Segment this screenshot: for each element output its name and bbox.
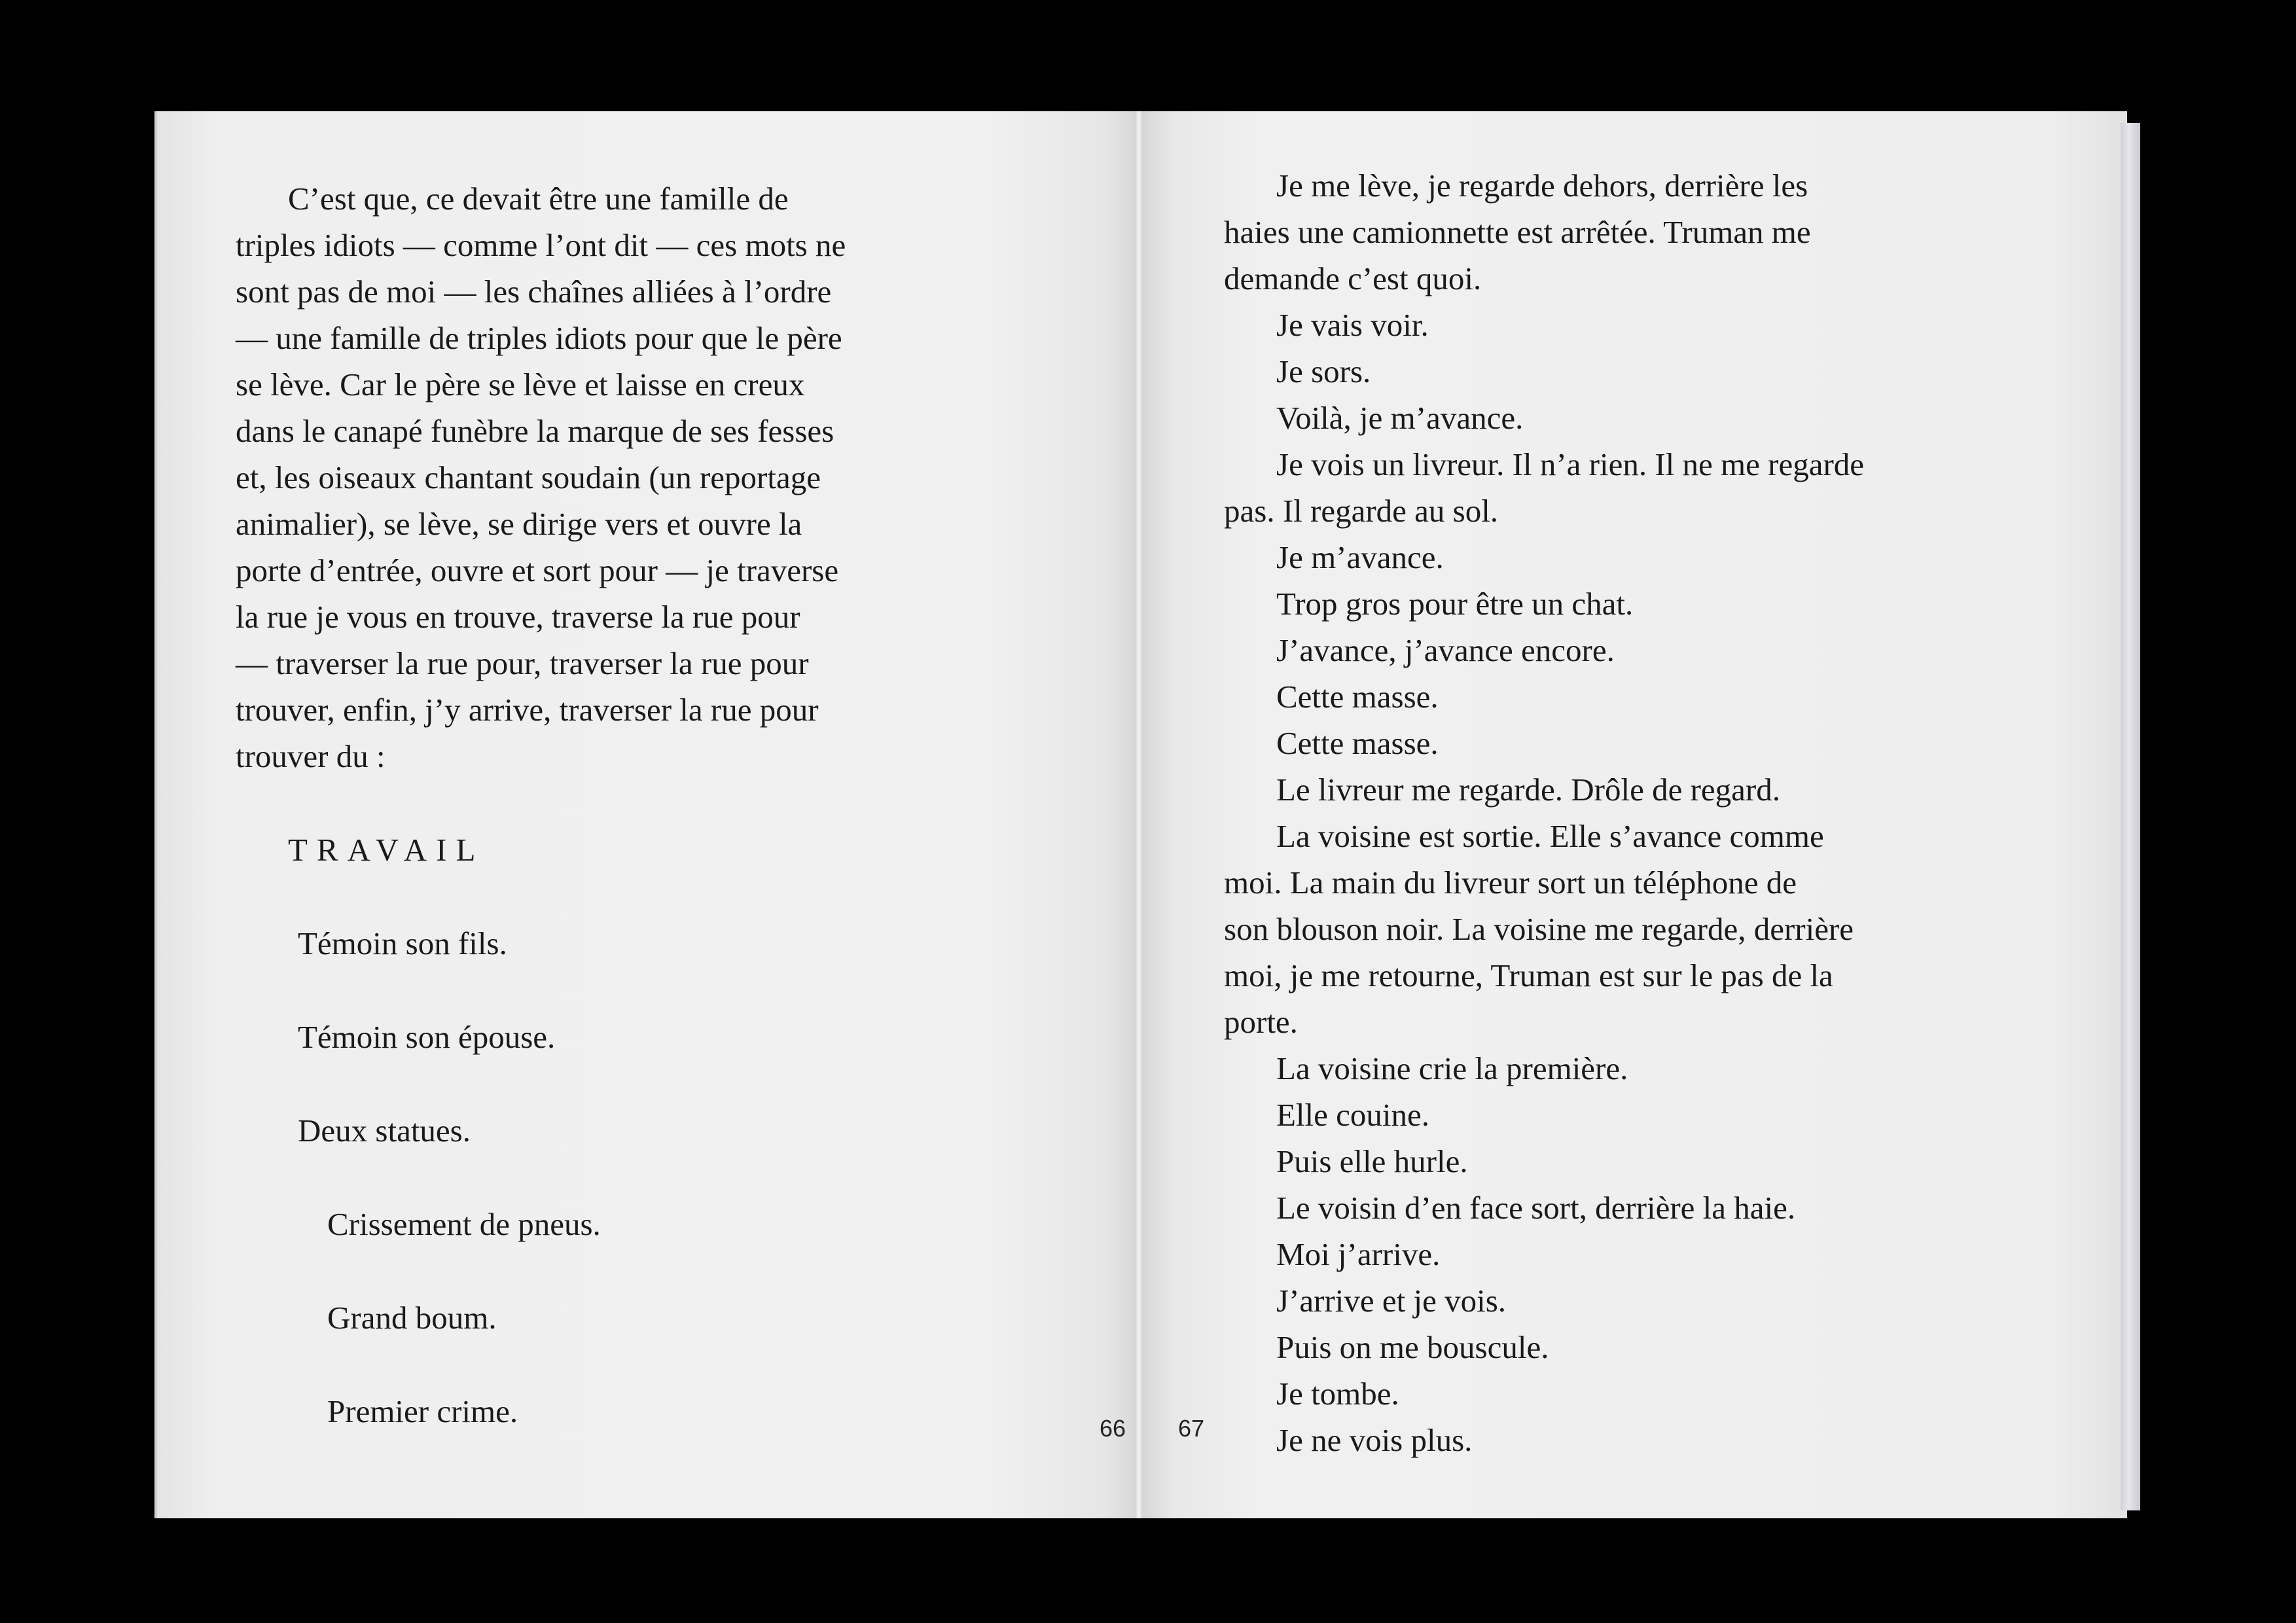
text-line: Je tombe. [1276,1376,1399,1412]
paragraph-line: C’est que, ce devait être une famille de [288,181,789,217]
text-line: Moi j’arrive. [1276,1236,1441,1272]
text-line: Puis elle hurle. [1276,1143,1468,1179]
text-line: Le voisin d’en face sort, derrière la haie. [1276,1190,1796,1226]
text-line: Voilà, je m’avance. [1276,400,1524,436]
section-heading: TRAVAIL [288,832,485,868]
text-line: La voisine crie la première. [1276,1050,1628,1086]
paragraph-line: — une famille de triples idiots pour que le père [236,320,842,356]
right-page-text [1224,162,1864,1463]
paragraph-line: sont pas de moi — les chaînes alliées à l’ordre [236,274,832,310]
text-line: Je sors. [1276,353,1371,389]
paragraph-line: triples idiots — comme l’ont dit — ces mots ne [236,227,846,263]
text-line: Cette masse. [1276,725,1439,761]
page-number: 66 [1100,1415,1126,1442]
text-line: son blouson noir. La voisine me regarde, derrière [1224,911,1854,947]
text-line: Cette masse. [1276,679,1439,715]
paragraph-line: se lève. Car le père se lève et laisse en creux [236,366,805,402]
text-line: pas. Il regarde au sol. [1224,493,1499,529]
text-line: haies une camionnette est arrêtée. Truman me [1224,214,1811,250]
list-item: Témoin son fils. [298,925,507,961]
list-item: Premier crime. [327,1393,518,1429]
text-line: moi. La main du livreur sort un téléphone de [1224,865,1797,901]
left-page-text [236,175,846,1435]
paragraph-line: dans le canapé funèbre la marque de ses fesses [236,413,834,449]
text-line: J’avance, j’avance encore. [1276,632,1615,668]
text-line: moi, je me retourne, Truman est sur le pas de la [1224,957,1833,993]
paragraph-line: et, les oiseaux chantant soudain (un reportage [236,459,821,495]
text-line: Je vais voir. [1276,307,1429,343]
page-edges [2121,123,2140,1510]
text-line: Elle couine. [1276,1097,1430,1133]
list-item: Grand boum. [327,1300,497,1336]
open-book [151,111,2134,1518]
text-line: Trop gros pour être un chat. [1276,586,1634,622]
right-page [1142,111,2127,1518]
left-page [157,111,1136,1518]
text-line: J’arrive et je vois. [1276,1283,1507,1319]
text-line: Je vois un livreur. Il n’a rien. Il ne me regarde [1276,446,1865,482]
paragraph-line: — traverser la rue pour, traverser la rue pour [236,645,809,681]
text-line: La voisine est sortie. Elle s’avance comme [1276,818,1824,854]
paragraph-line: trouver du : [236,738,386,774]
paragraph-line: la rue je vous en trouve, traverse la rue pour [236,599,800,635]
text-line: porte. [1224,1004,1298,1040]
text-line: demande c’est quoi. [1224,260,1482,296]
text-line: Je me lève, je regarde dehors, derrière les [1276,168,1808,204]
paragraph-line: porte d’entrée, ouvre et sort pour — je traverse [236,552,839,588]
text-line: Le livreur me regarde. Drôle de regard. [1276,772,1780,808]
text-line: Je m’avance. [1276,539,1444,575]
paragraph-line: animalier), se lève, se dirige vers et ouvre la [236,506,802,542]
list-item: Témoin son épouse. [298,1019,556,1055]
text-line: Je ne vois plus. [1276,1422,1473,1458]
text-line: Puis on me bouscule. [1276,1329,1549,1365]
page-number: 67 [1178,1415,1205,1442]
paragraph-line: trouver, enfin, j’y arrive, traverser la rue pour [236,692,819,728]
list-item: Crissement de pneus. [327,1206,601,1242]
list-item: Deux statues. [298,1113,471,1149]
